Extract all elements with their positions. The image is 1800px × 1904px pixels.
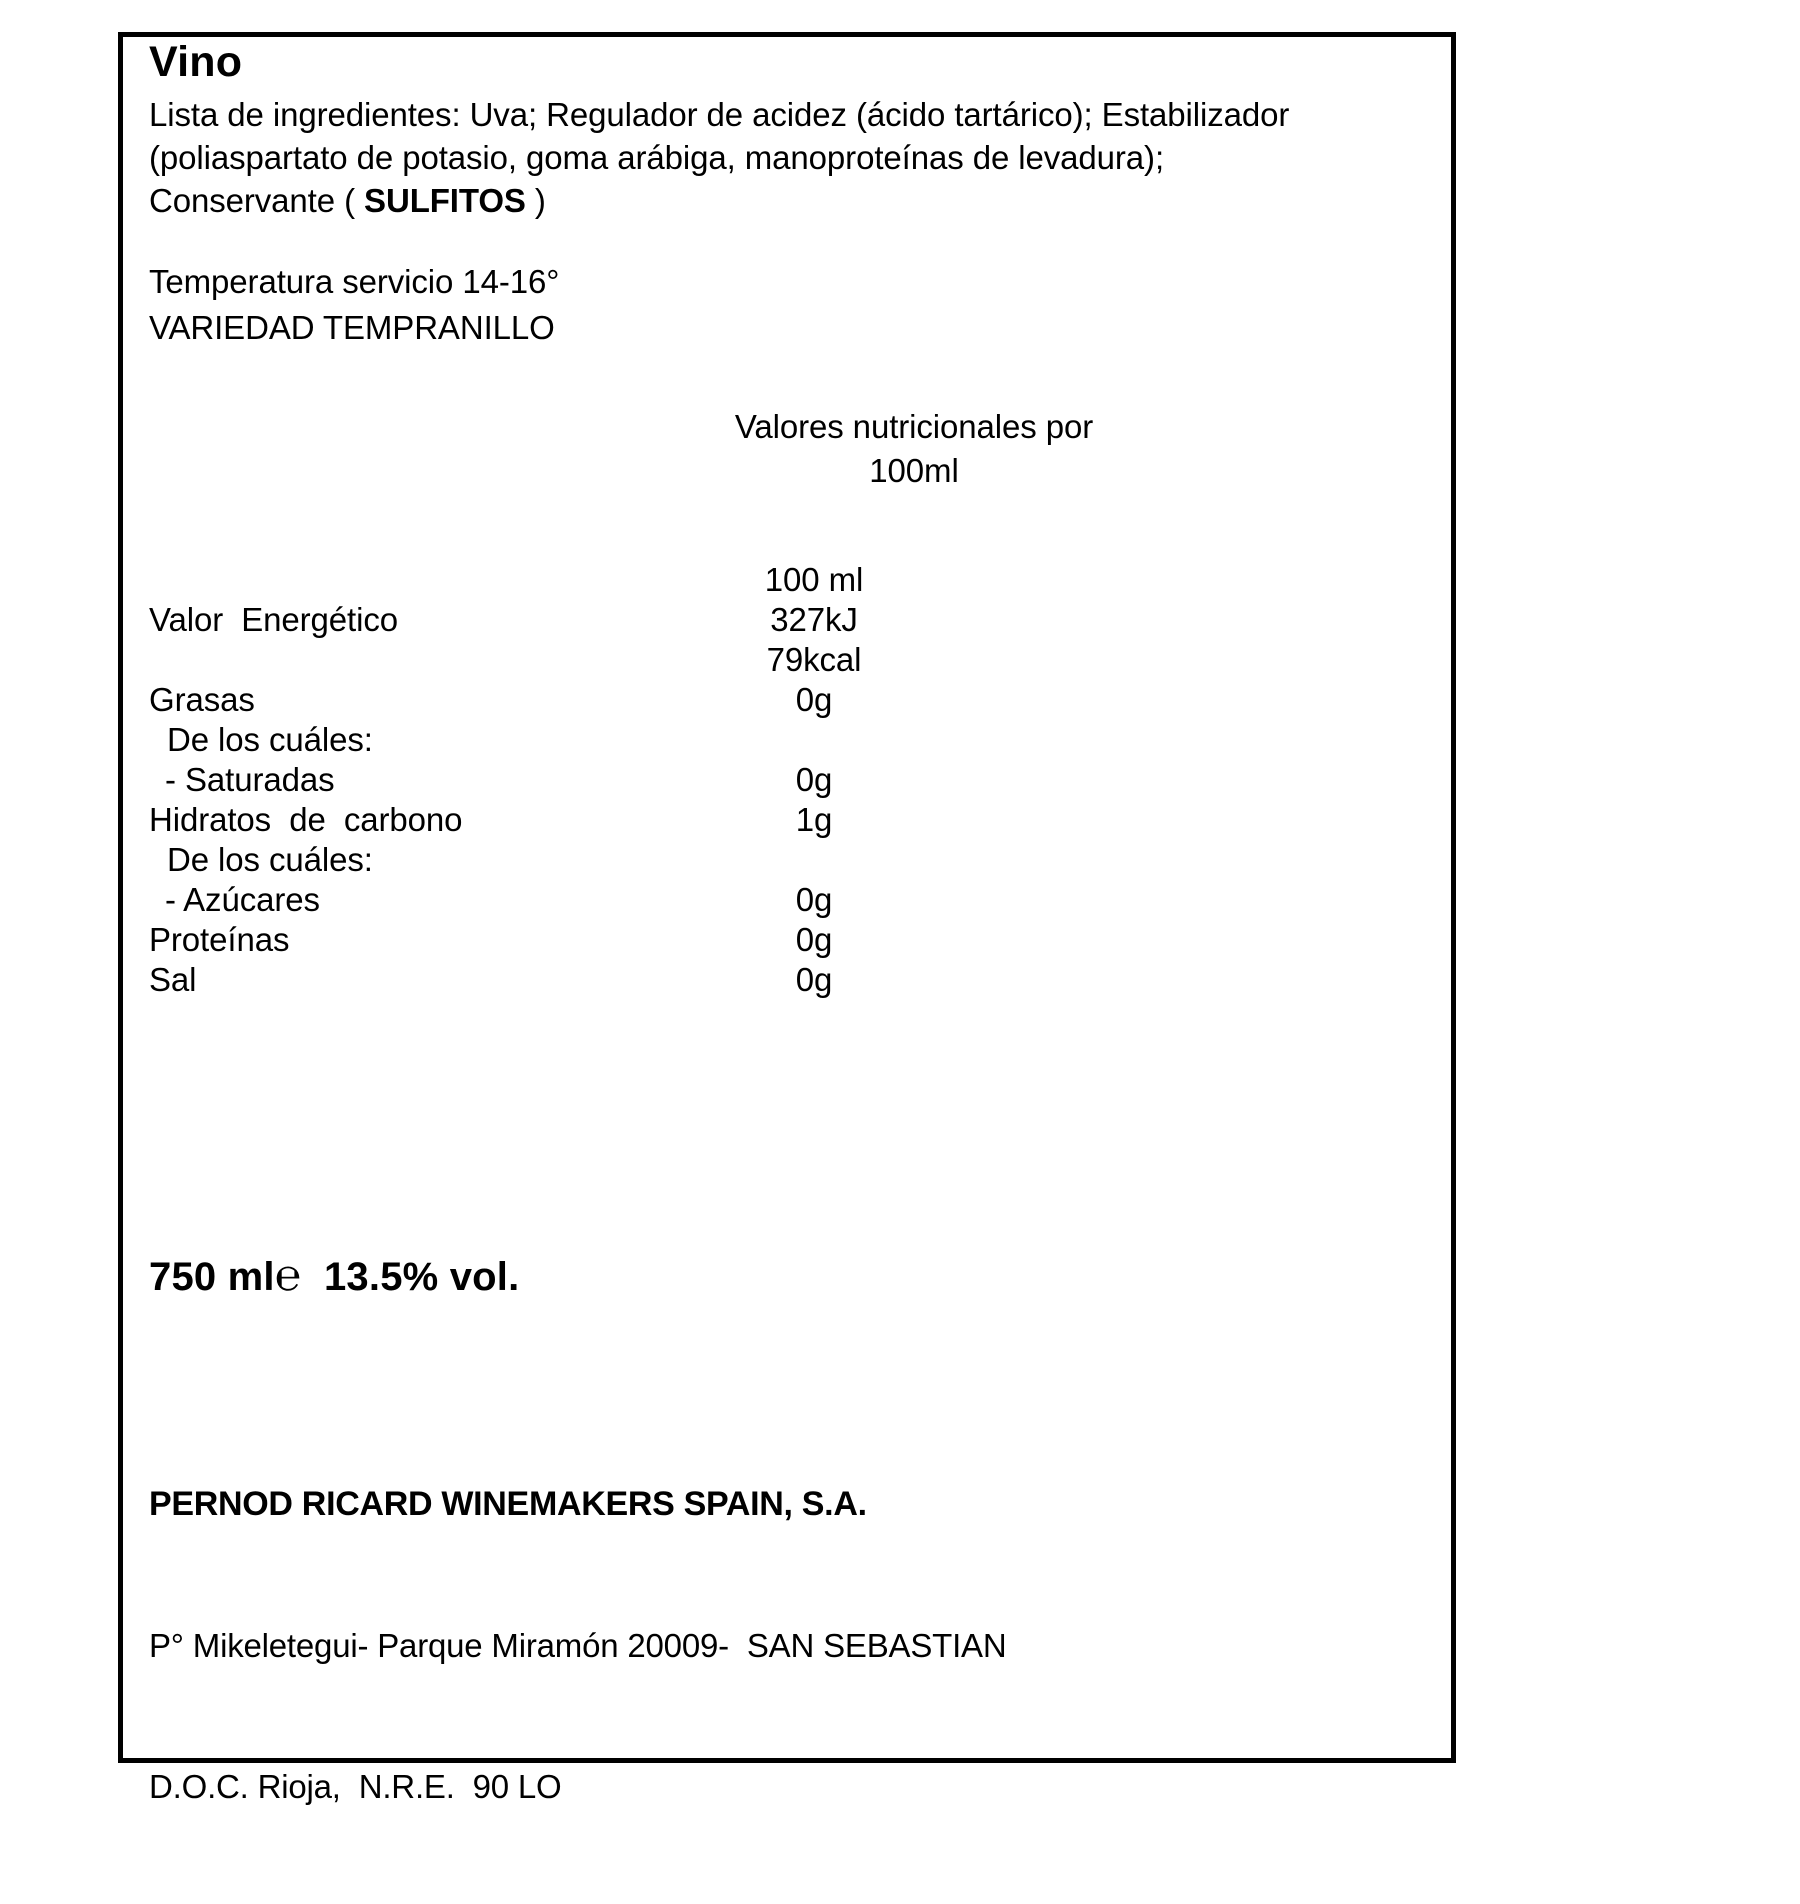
- nutrition-row: [149, 881, 1049, 921]
- producer-registration: D.O.C. Rioja, N.R.E. 90 LO: [149, 1768, 562, 1805]
- nutrition-row-label: Proteínas: [149, 921, 290, 958]
- nutrition-row: [149, 641, 1049, 681]
- ingredients-line-1: Lista de ingredientes: Uva; Regulador de acidez (ácido tartárico); Estabilizador: [149, 96, 1290, 133]
- nutrition-row-label: Hidratos de carbono: [149, 801, 463, 838]
- nutrition-row-label: De los cuáles:: [167, 721, 373, 758]
- volume-alcohol-line: [149, 1251, 519, 1301]
- nutrition-row: [149, 841, 1049, 881]
- ingredients-line-3-prefix: Conservante (: [149, 182, 365, 219]
- nutrition-row: [149, 801, 1049, 841]
- estimated-sign-icon: ℮: [274, 1251, 302, 1300]
- producer-address: P° Mikeletegui- Parque Miramón 20009- SAN SEBASTIAN: [149, 1627, 1007, 1664]
- grape-variety: VARIEDAD TEMPRANILLO: [149, 309, 555, 346]
- allergen-sulfitos: SULFITOS: [364, 182, 526, 219]
- producer-name: PERNOD RICARD WINEMAKERS SPAIN, S.A.: [149, 1485, 867, 1523]
- nutrition-row-value: 0g: [795, 961, 833, 998]
- label-content: [149, 37, 1419, 1805]
- nutrition-table: [149, 561, 1049, 1001]
- nutrition-row: [149, 681, 1049, 721]
- nutrition-column-header-row: [149, 561, 1049, 601]
- serving-info: [149, 259, 559, 351]
- nutrition-row-label: Grasas: [149, 681, 255, 718]
- nutrition-row: [149, 761, 1049, 801]
- nutrition-row-label: - Saturadas: [165, 761, 335, 798]
- net-volume: 750 ml: [149, 1255, 275, 1299]
- nutrition-row-value: 1g: [795, 801, 833, 838]
- nutrition-header-line-2: 100ml: [869, 452, 959, 489]
- nutrition-row: [149, 721, 1049, 761]
- nutrition-row-label: Valor Energético: [149, 601, 398, 638]
- nutrition-header: [679, 405, 1149, 493]
- ingredients-line-3-suffix: ): [525, 182, 546, 219]
- serving-temperature: Temperatura servicio 14-16°: [149, 263, 560, 300]
- alcohol-content: 13.5% vol.: [323, 1255, 520, 1299]
- nutrition-row-label: - Azúcares: [165, 881, 320, 918]
- nutrition-row-label: Sal: [149, 961, 197, 998]
- nutrition-header-line-1: Valores nutricionales por: [734, 408, 1094, 445]
- nutrition-row-value: 327kJ: [770, 601, 858, 638]
- nutrition-row: [149, 921, 1049, 961]
- producer-info: [149, 1387, 1007, 1904]
- nutrition-row-value: 79kcal: [766, 641, 862, 678]
- ingredients-line-2: (poliaspartato de potasio, goma arábiga, manoproteínas de levadura);: [149, 139, 1165, 176]
- page-title: Vino: [149, 38, 243, 86]
- ingredients-list: [149, 93, 1399, 222]
- nutrition-row-value: 0g: [795, 921, 833, 958]
- nutrition-row-value: 0g: [795, 761, 833, 798]
- nutrition-row-value: 0g: [795, 881, 833, 918]
- nutrition-column-header-value: 100 ml: [764, 561, 864, 598]
- nutrition-row-label: De los cuáles:: [167, 841, 373, 878]
- label-frame: [118, 32, 1456, 1805]
- nutrition-row: [149, 961, 1049, 1001]
- nutrition-row: [149, 601, 1049, 641]
- nutrition-row-value: 0g: [795, 681, 833, 718]
